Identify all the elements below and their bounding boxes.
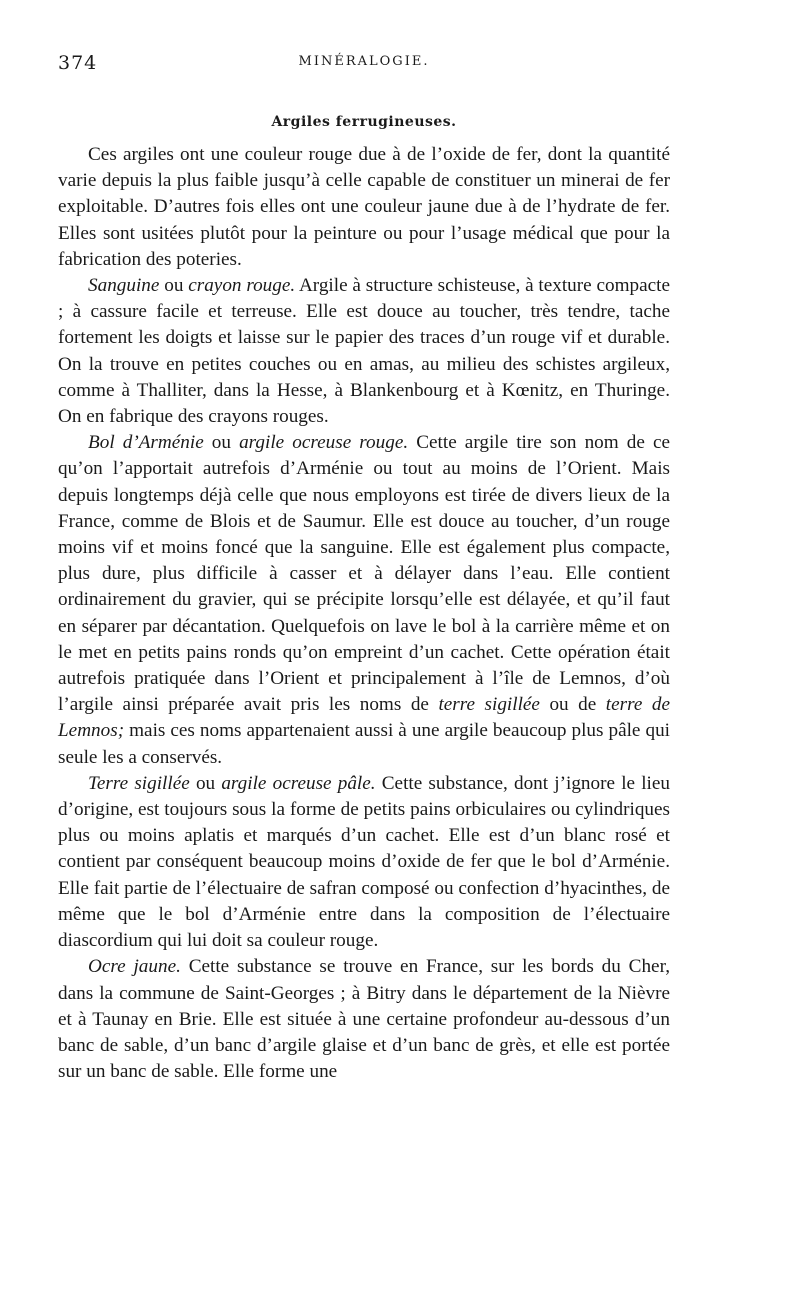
term-bol-armenie: Bol d’Arménie <box>88 432 204 454</box>
term-conjunction: ou <box>203 432 240 454</box>
paragraph-terre-sigillee <box>58 771 670 954</box>
term-crayon-rouge: crayon rouge. <box>188 275 296 297</box>
paragraph-text: Cette substance, dont j’ignore le lieu d’origine, est toujours sous la forme de petits pains orbiculaires ou cylindriques plus ou moins aplatis et marqués d’un cachet. Elle est d’un blanc rosé et contient par conséquent beaucoup moins d’oxide de fer que le bol d’Arménie. Elle fait partie de l’électuaire de safran composé ou confection d’hyacinthes, de même que le bol d’Arménie entre dans la composition de l’électuaire diascordium qui lui doit sa couleur rouge. <box>58 772 670 952</box>
paragraph-text: Cette substance se trouve en France, sur les bords du Cher, dans la commune de Saint-Georges ; à Bitry dans le département de la Nièvre et à Taunay en Brie. Elle est située à une certaine profondeur au-dessous d’un banc de sable, d’un banc d’argile glaise et d’un banc de grès, et elle est portée sur un banc de sable. Elle forme une <box>58 956 670 1083</box>
term-argile-ocreuse-pale: argile ocreuse pâle. <box>221 772 376 794</box>
body-text <box>58 142 670 1085</box>
term-conjunction: ou de <box>539 694 606 716</box>
paragraph-sanguine <box>58 273 670 430</box>
term-argile-ocreuse-rouge: argile ocreuse rouge. <box>239 432 409 454</box>
term-terre-sigillee: terre sigillée <box>438 694 540 716</box>
term-sanguine: Sanguine <box>88 275 160 297</box>
term-terre-de-lemnos: terre de Lemnos; <box>58 694 670 742</box>
paragraph-text: Cette argile tire son nom de ce qu’on l’apportait autrefois d’Arménie ou tout au moins de l’Orient. Mais depuis longtemps déjà celle que nous employons est tirée de divers lieux de la France, comme de Blois et de Saumur. Elle est douce au toucher, d’un rouge moins vif et moins foncé que la sanguine. Elle est également plus compacte, plus dure, plus difficile à casser et à délayer dans l’eau. Elle contient ordinairement du gravier, qui se précipite lorsqu’elle est délayée, et qu’il faut en séparer par décantation. Quelquefois on lave le bol à la carrière même et on le met en petits pains ronds qu’on empreint d’un cachet. Cette opération était autrefois pratiquée dans l’Orient et principalement à l’île de Lemnos, d’où l’argile ainsi préparée avait pris les noms de <box>58 432 670 716</box>
paragraph-text: Argile à structure schisteuse, à texture compacte ; à cassure facile et terreuse. Elle est douce au toucher, très tendre, tache fortement les doigts et laisse sur le papier des traces d’un rouge vif et durable. On la trouve en petites couches ou en amas, au milieu des schistes argileux, comme à Thalliter, dans la Hesse, à Blankenbourg et à Kœnitz, en Thuringe. On en fabrique des crayons rouges. <box>58 275 671 428</box>
page-header <box>58 52 670 82</box>
running-head: MINÉRALOGIE. <box>298 54 430 69</box>
term-conjunction: ou <box>159 275 189 297</box>
paragraph-intro: Ces argiles ont une couleur rouge due à de l’oxide de fer, dont la quantité varie depuis la plus faible jusqu’à celle capable de constituer un minerai de fer exploitable. D’autres fois elles ont une couleur jaune due à de l’hydrate de fer. Elles sont usitées plutôt pour la peinture ou pour l’usage médical que pour la fabrication des poteries. <box>58 144 670 270</box>
page-number: 374 <box>58 52 98 74</box>
paragraph-bol <box>58 430 670 771</box>
term-conjunction: ou <box>189 772 222 794</box>
term-ocre-jaune: Ocre jaune. <box>88 956 181 978</box>
paragraph-text: mais ces noms appartenaient aussi à une argile beaucoup plus pâle qui seule les a conservés. <box>58 720 670 768</box>
paragraph-ocre-jaune <box>58 954 670 1085</box>
term-terre-sigillee-heading: Terre sigillée <box>88 772 190 794</box>
section-title: Argiles ferrugineuses. <box>271 114 457 130</box>
